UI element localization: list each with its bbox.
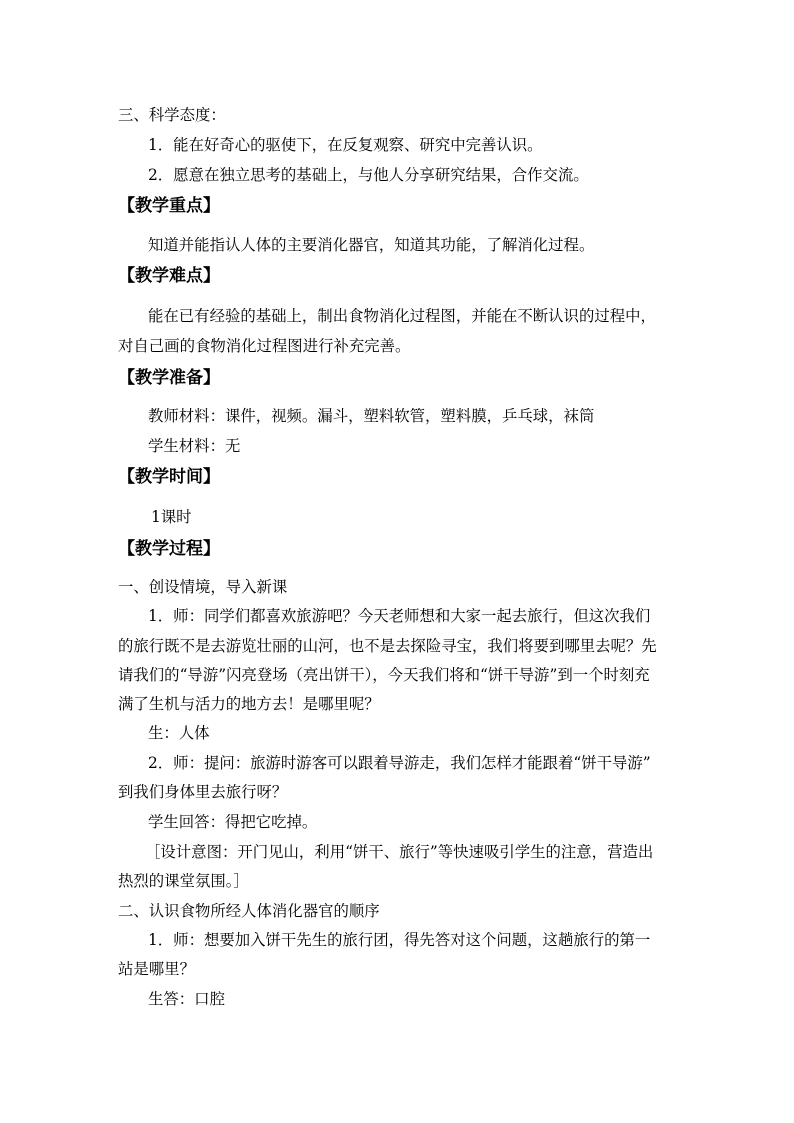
- heading-key-points: 【教学重点】: [118, 196, 220, 216]
- paragraph: 请我们的“导游”闪亮登场（亮出饼干），今天我们将和“饼干导游”到一个时刻充: [118, 666, 650, 684]
- design-note: 热烈的课堂氛围。］: [118, 872, 249, 890]
- heading-difficulties: 【教学难点】: [118, 266, 220, 286]
- design-note: ［设计意图：开门见山，利用“饼干、旅行”等快速吸引学生的注意，营造出: [145, 843, 654, 861]
- paragraph: 1．师：想要加入饼干先生的旅行团，得先答对这个问题，这趟旅行的第一: [148, 931, 651, 949]
- paragraph: 学生材料：无: [148, 437, 241, 455]
- paragraph: 2．师：提问：旅游时游客可以跟着导游走，我们怎样才能跟着“饼干导游”: [148, 754, 651, 772]
- paragraph: 学生回答：得把它吃掉。: [148, 813, 318, 831]
- section-heading: 一、创设情境，导入新课: [118, 578, 288, 596]
- paragraph: 满了生机与活力的地方去！是哪里呢？: [118, 695, 380, 713]
- paragraph: 的旅行既不是去游览壮丽的山河，也不是去探险寻宝，我们将要到哪里去呢？先: [118, 637, 657, 655]
- paragraph: 1．能在好奇心的驱使下，在反复观察、研究中完善认识。: [148, 136, 543, 154]
- paragraph: 能在已有经验的基础上，制出食物消化过程图，并能在不断认识的过程中，: [148, 307, 656, 325]
- paragraph: 知道并能指认人体的主要消化器官，知道其功能，了解消化过程。: [148, 236, 595, 254]
- paragraph: 对自己画的食物消化过程图进行补充完善。: [118, 337, 411, 355]
- paragraph: 1．师：同学们都喜欢旅游吧？今天老师想和大家一起去旅行，但这次我们: [148, 607, 651, 625]
- section-heading: 二、认识食物所经人体消化器官的顺序: [118, 902, 380, 920]
- paragraph: 到我们身体里去旅行呀？: [118, 783, 288, 801]
- heading-preparation: 【教学准备】: [118, 368, 220, 388]
- paragraph: 1课时: [151, 508, 192, 526]
- section-heading: 三、科学态度：: [118, 106, 226, 124]
- heading-time: 【教学时间】: [118, 467, 220, 487]
- paragraph: 生：人体: [148, 724, 210, 742]
- paragraph: 生答：口腔: [148, 990, 225, 1008]
- heading-process: 【教学过程】: [118, 539, 220, 559]
- paragraph: 站是哪里？: [118, 960, 195, 978]
- paragraph: 教师材料：课件，视频。漏斗，塑料软管，塑料膜，乒乓球，袜筒: [148, 407, 595, 425]
- paragraph: 2．愿意在独立思考的基础上，与他人分享研究结果，合作交流。: [148, 166, 589, 184]
